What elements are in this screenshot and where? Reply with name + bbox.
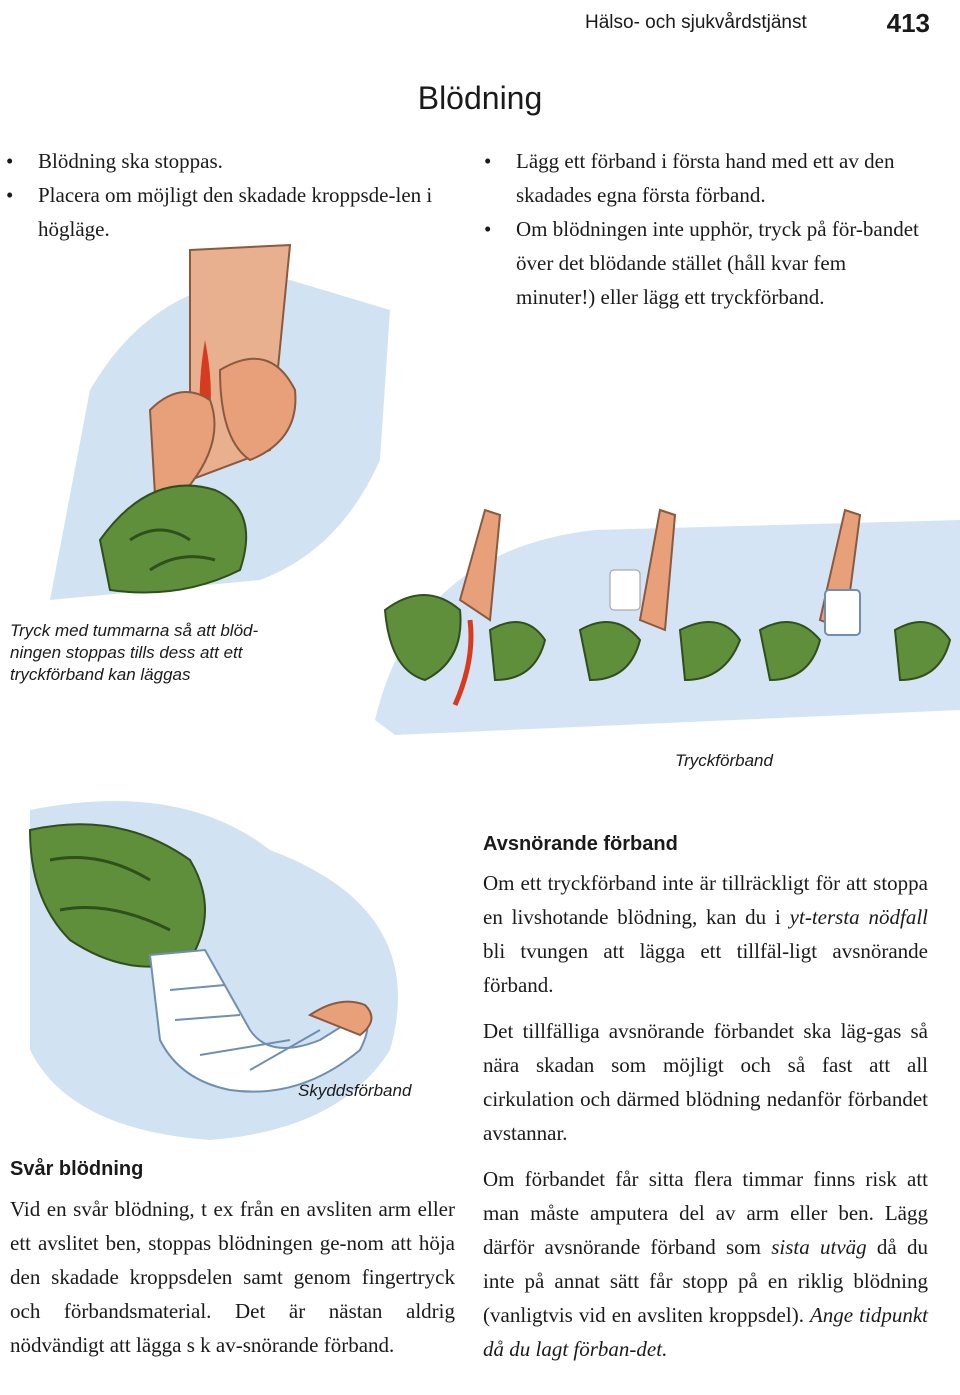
tourniquet-paragraph-1: Om ett tryckförband inte är tillräckligt för att stoppa en livshotande blödning, kan du i yt-tersta nödfall bli tvungen att lägga ett tillfäl-ligt avsnörande förband. [483,871,928,997]
severe-bleeding-heading: Svår blödning [10,1158,144,1180]
bullet-item: • Placera om möjligt den skadade kroppsde-len i högläge. [0,178,455,246]
thumb-press-illustration [40,240,400,600]
pressure-bandage-caption: Tryckförband [675,751,773,770]
tourniquet-paragraph-3: Om förbandet får sitta flera timmar finns risk att man måste amputera del av arm eller ben. Lägg därför avsnörande förband som sista utväg då du inte på annat sätt får stopp på en riklig blödning (vanligtvis vid en avsliten kroppsdel). Ange tidpunkt då du lagt förban-det. [483,1167,928,1361]
bullet-item: • Lägg ett förband i första hand med ett av den skadades egna första förband. [478,144,928,212]
thumb-press-caption: Tryck med tummarna så att blöd-ningen stoppas tills dess att ett tryckförband kan läggas [10,621,259,684]
bullet-list-left [0,144,455,246]
severe-bleeding-paragraph: Vid en svår blödning, t ex från en avsliten arm eller ett avslitet ben, stoppas blödningen ge-nom att höja den skadade kroppsdelen samt genom fingertryck och förbandsmaterial. Det är nästan aldrig nödvändigt att lägga s k av-snörande förband. [10,1197,455,1357]
running-header [560,8,930,38]
page-title: Blödning [417,80,543,116]
section-title: Hälso- och sjukvårdstjänst [585,12,807,33]
bullet-item: • Om blödningen inte upphör, tryck på för-bandet över det blödande stället (håll kvar fem minuter!) eller lägg ett tryckförband. [478,212,928,314]
page-number: 413 [886,8,930,38]
pressure-bandage-illustration [375,490,960,740]
bullet-list-right [478,144,928,314]
tourniquet-paragraph-2: Det tillfälliga avsnörande förbandet ska läg-gas så nära skadan som möjligt och så fast att all cirkulation och därmed blödning nedanför förbandet avstannar. [483,1019,928,1145]
protective-bandage-caption: Skyddsförband [298,1081,412,1100]
tourniquet-heading: Avsnörande förband [483,833,678,855]
bullet-item: • Blödning ska stoppas. [0,144,455,178]
